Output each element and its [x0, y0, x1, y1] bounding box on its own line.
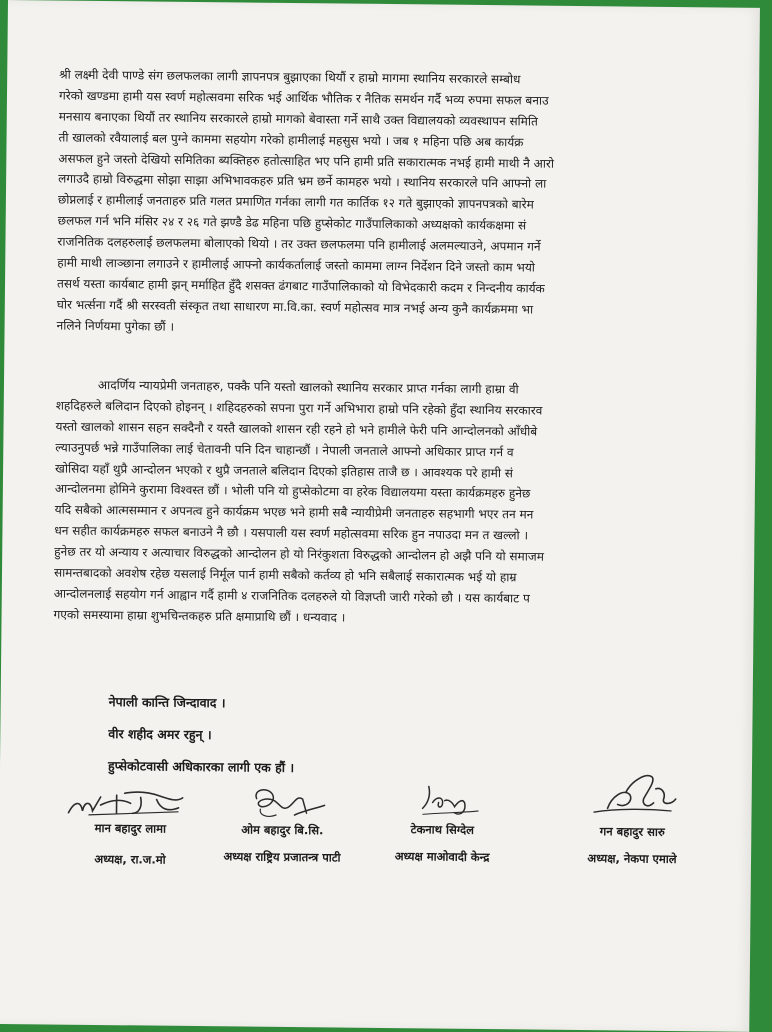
paragraph-1 [56, 65, 759, 344]
handwritten-signature-4 [567, 768, 698, 825]
paragraph-line: छलफल गर्न भनि मंसिर २४ र २६ गते झण्डै डेढ महिना पछि हुप्सेकोट गाउँपालिकाको अध्यक्षको कार्यकक्षमा सं [57, 213, 527, 233]
handwritten-signature-2 [222, 784, 342, 823]
paragraph-line: लगाउदै हाम्रो विरुद्धमा सोझा साझा अभिभावकहरु प्रति भ्रम छर्ने कामहरु भयो । स्थानिय सरकारले पनि आफ्नो ला [58, 171, 547, 192]
paragraph-line: मनसाय बनाएका थियौं तर स्थानिय सरकारले हाम्रो मागको बेवास्ता गर्ने साथै उक्त विद्यालयको व्यवस्थापन समिति [58, 109, 538, 129]
paragraph-line: हामी माथी लाञ्छाना लगाउने र हामीलाई आफ्नो कार्यकर्तालाई जस्तो काममा लाग्न निर्देशन दिने जस्तो काम भयो [57, 255, 536, 275]
paragraph-line: असफल हुने जस्तो देखियो समितिका ब्यक्तिहरु हतोत्साहित भए पनि हामी प्रति सकारात्मक नभई हामी माथी नै आरो [58, 151, 555, 171]
handwritten-signature-1 [60, 787, 200, 822]
signatory-title: अध्यक्ष, नेकपा एमाले [587, 851, 677, 867]
paragraph-line: धन सहीत कार्यक्रमहरु सफल बनाउने नै छौ । यसपाली यस स्वर्ण महोत्सवमा सरिक हुन नपाउदा मन त खल्लो । [54, 523, 529, 543]
paragraph-line: यस्तो खालको शासन सहन सक्दैनौ र यस्तै खालको शासन रही रहने हो भने हामीले फेरी पनि आन्दोलनको आँधीबे [55, 419, 538, 439]
signature-block-3 [367, 780, 518, 866]
slogans [108, 693, 295, 791]
paragraph-line: तसर्थ यस्ता कार्यबाट हामी झन् मर्माहित हुँदै शसक्त ढंगबाट गाउँपालिकाको यो विभेदकारी कदम र निन्दनीय कार्यक [56, 276, 545, 296]
paragraph-line: हुनेछ तर यो अन्याय र अत्याचार विरुद्धको आन्दोलन हो यो निरंकुशता विरुद्धको आन्दोलन हो अझै पनि यो समाजम [54, 544, 545, 564]
paragraph-line: श्री लक्ष्मी देवी पाण्डे संग छलफलका लागी ज्ञापनपत्र बुझाएका थियौं र हाम्रो मागमा स्थानिय सरकारले सम्बोध [59, 67, 521, 87]
paragraph-2 [53, 375, 756, 633]
paragraph-line: आन्दोलनमा होमिने कुरामा विश्वस्त छौं । भोली पनि यो हुप्सेकोटमा वा हरेक विद्यालयमा यस्ता कार्यक्रमहरु हुनेछ [54, 481, 531, 501]
paragraph-line: ल्याउनुपर्छ भन्ने गाउँपालिका लाई चेतावनी पनि दिन चाहान्छौं । नेपाली जनताले आफ्नो अधिकार प्राप्त गर्न व [55, 440, 514, 459]
signatory-title: अध्यक्ष राष्ट्रिय प्रजातन्त्र पाटी [223, 849, 341, 865]
paragraph-line: राजनितिक दलहरुलाई छलफलमा बोलाएको थियो । तर उक्त छलफलमा पनि हामीलाई अलमल्याउने, अपमान गर्ने [57, 234, 541, 254]
signatory-name: मान बहादुर लामा [94, 820, 167, 836]
paragraph-line: आदर्णिय न्यायप्रेमी जनताहरु, पक्कै पनि यस्तो खालको स्थानिय सरकार प्राप्त गर्नका लागी हाम्रा वी [97, 377, 519, 397]
signatory-title: अध्यक्ष माओवादी केन्द्र [394, 849, 490, 865]
signature-block-1 [55, 787, 206, 869]
signatory-name: ओम बहादुर बि.सि. [241, 822, 324, 838]
signatory-title: अध्यक्ष, रा.ज.मो [94, 851, 166, 867]
handwritten-signature-3 [382, 780, 502, 823]
paragraph-line: खोसिदा यहाँ थुप्रै आन्दोलन भएको र थुप्रै जनताले बलिदान दिएको इतिहास ताजै छ । आवश्यक परे हामी सं [55, 461, 513, 480]
paragraph-line: नलिने निर्णयमा पुगेका छौं । [56, 318, 175, 334]
paragraph-line: घोर भर्त्सना गर्दै श्री सरस्वती संस्कृत तथा साधारण मा.वि.का. स्वर्ण महोत्सव मात्र नभई अन्य कुनै कार्यक्रममा भा [56, 297, 534, 317]
paragraph-line: गरेको खण्डमा हामी यस स्वर्ण महोत्सवमा सरिक भई आर्थिक भौतिक र नैतिक समर्थन गर्दै भव्य रुपमा सफल बनाउ [58, 88, 549, 108]
paragraph-line: आन्दोलनलाई सहयोग गर्न आह्वान गर्दै हामी ४ राजनितिक दलहरुले यो विज्ञप्ती जारी गरेको छौ । यस कार्यबाट प [53, 586, 530, 606]
paragraph-line: सामन्तबादको अवशेष रहेछ यसलाई निर्मूल पार्न हामी सबैको कर्तव्य हो भनि सबैलाई सकारात्मक भई यो हाम्र [53, 565, 517, 585]
slogan-line: नेपाली कान्ति जिन्दावाद । [108, 694, 226, 711]
paragraph-line: यदि सबैको आत्मसम्मान र अपनत्व हुने कार्यक्रम भएछ भने हामी सबै न्यायीप्रेमी जनताहरु सहभागी भएर तन मन [54, 502, 534, 522]
slogan-line: हुप्सेकोटवासी अधिकारका लागी एक हौं । [107, 758, 295, 776]
paragraph-line: ती खालको रवैयालाई बल पुग्ने काममा सहयोग गरेको हामीलाई महसुस भयो । जब १ महिना पछि अब कार्यक्र [58, 130, 524, 150]
signature-block-2 [207, 784, 358, 866]
signatory-name: गन बहादुर सारु [599, 824, 665, 839]
paragraph-line: शहदिहरुले बलिदान दिएको होइनन् । शहिदहरुको सपना पुरा गर्ने अभिभारा हाम्रो पनि रहेको हुँदा स्थानिय सरकारव [55, 398, 543, 418]
signatory-name: टेकनाथ सिग्देल [410, 822, 475, 837]
slogan-line: वीर शहीद अमर रहुन् । [108, 726, 212, 743]
signature-block-4 [547, 768, 718, 868]
paragraph-line: गएको समस्यामा हाम्रा शुभचिन्तकहरु प्रति क्षमाप्राथि छौं । धन्यवाद । [53, 607, 346, 625]
paragraph-line: छोप्नलाई र हामीलाई जनताहरु प्रति गलत प्रमाणित गर्नका लागी गत कार्तिक १२ गते बुझाएको ज्ञापनपत्रको बारेम [57, 192, 534, 212]
